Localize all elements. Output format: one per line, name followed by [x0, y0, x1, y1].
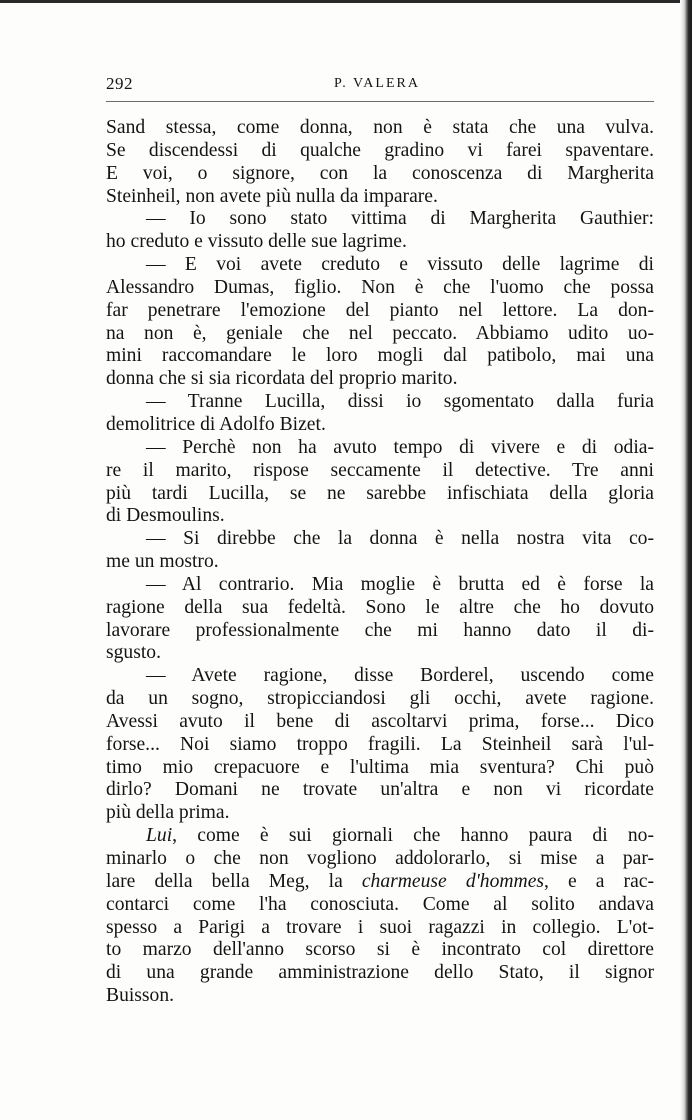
- text-line: re il marito, rispose seccamente il detective. Tre anni: [106, 459, 654, 481]
- text-line: Steinheil, non avete più nulla da imparare.: [106, 185, 438, 207]
- page-header: [106, 74, 654, 102]
- text-line: lavorare professionalmente che mi hanno dato il di-: [106, 619, 654, 641]
- text-line: — Perchè non ha avuto tempo di vivere e di odia-: [146, 436, 654, 458]
- text-line: minarlo o che non vogliono addolorarlo, si mise a par-: [106, 848, 654, 869]
- text-line: na non è, geniale che nel peccato. Abbiamo udito uo-: [106, 322, 654, 344]
- text-line: spesso a Parigi a trovare i suoi ragazzi in collegio. L'ot-: [106, 916, 654, 938]
- text-line: far penetrare l'emozione del pianto nel lettore. La don-: [106, 299, 654, 321]
- text-line: E voi, o signore, con la conoscenza di Margherita: [106, 162, 654, 184]
- text-line: sgusto.: [106, 642, 161, 664]
- text-line: mini raccomandare le loro mogli dal patibolo, mai una: [106, 345, 654, 367]
- text-line: Buisson.: [106, 985, 175, 1007]
- text-line: — E voi avete creduto e vissuto delle lagrime di: [146, 254, 654, 276]
- text-line: — Avete ragione, disse Borderel, uscendo come: [146, 665, 654, 687]
- text-line: to marzo dell'anno scorso si è incontrato col direttore: [106, 939, 654, 961]
- text-line: timo mio crepacuore e l'ultima mia sventura? Chi può: [106, 756, 654, 778]
- text-line: Lui, come è sui giornali che hanno paura di no-: [146, 825, 654, 847]
- text-line: — Io sono stato vittima di Margherita Gauthier:: [146, 208, 654, 230]
- text-line: Sand stessa, come donna, non è stata che una vulva.: [106, 117, 654, 138]
- text-line: — Al contrario. Mia moglie è brutta ed è forse la: [146, 573, 654, 595]
- text-line: ho creduto e vissuto delle sue lagrime.: [106, 231, 407, 253]
- text-line: più tardi Lucilla, se ne sarebbe infischiata della gloria: [106, 482, 654, 504]
- page-binding-edge: [680, 0, 692, 1120]
- page-top-edge: [0, 0, 692, 3]
- text-line: più della prima.: [106, 802, 230, 824]
- text-line: Alessandro Dumas, figlio. Non è che l'uomo che possa: [106, 276, 654, 298]
- page-number: 292: [106, 74, 133, 93]
- text-line: forse... Noi siamo troppo fragili. La Steinheil sarà l'ul-: [106, 733, 654, 755]
- text-line: da un sogno, stropicciandosi gli occhi, avete ragione.: [106, 688, 654, 710]
- text-line: di Desmoulins.: [106, 505, 225, 527]
- text-line: ragione della sua fedeltà. Sono le altre che ho dovuto: [106, 596, 654, 618]
- text-line: Avessi avuto il bene di ascoltarvi prima, forse... Dico: [106, 710, 654, 732]
- text-line: me un mostro.: [106, 551, 219, 573]
- running-head-author: P. VALERA: [334, 76, 420, 91]
- text-line: lare della bella Meg, la charmeuse d'hommes, e a rac-: [106, 870, 654, 892]
- text-line: contarci come l'ha conosciuta. Come al solito andava: [106, 893, 654, 915]
- text-line: donna che si sia ricordata del proprio marito.: [106, 368, 458, 390]
- text-line: di una grande amministrazione dello Stato, il signor: [106, 962, 654, 984]
- text-line: — Si direbbe che la donna è nella nostra vita co-: [146, 528, 654, 550]
- header-rule: [106, 101, 654, 102]
- text-line: Se discendessi di qualche gradino vi farei spaventare.: [106, 139, 654, 161]
- body-text: [106, 117, 654, 1008]
- text-line: dirlo? Domani ne trovate un'altra e non vi ricordate: [106, 779, 654, 801]
- text-line: demolitrice di Adolfo Bizet.: [106, 413, 326, 435]
- text-line: — Tranne Lucilla, dissi io sgomentato dalla furia: [146, 391, 654, 413]
